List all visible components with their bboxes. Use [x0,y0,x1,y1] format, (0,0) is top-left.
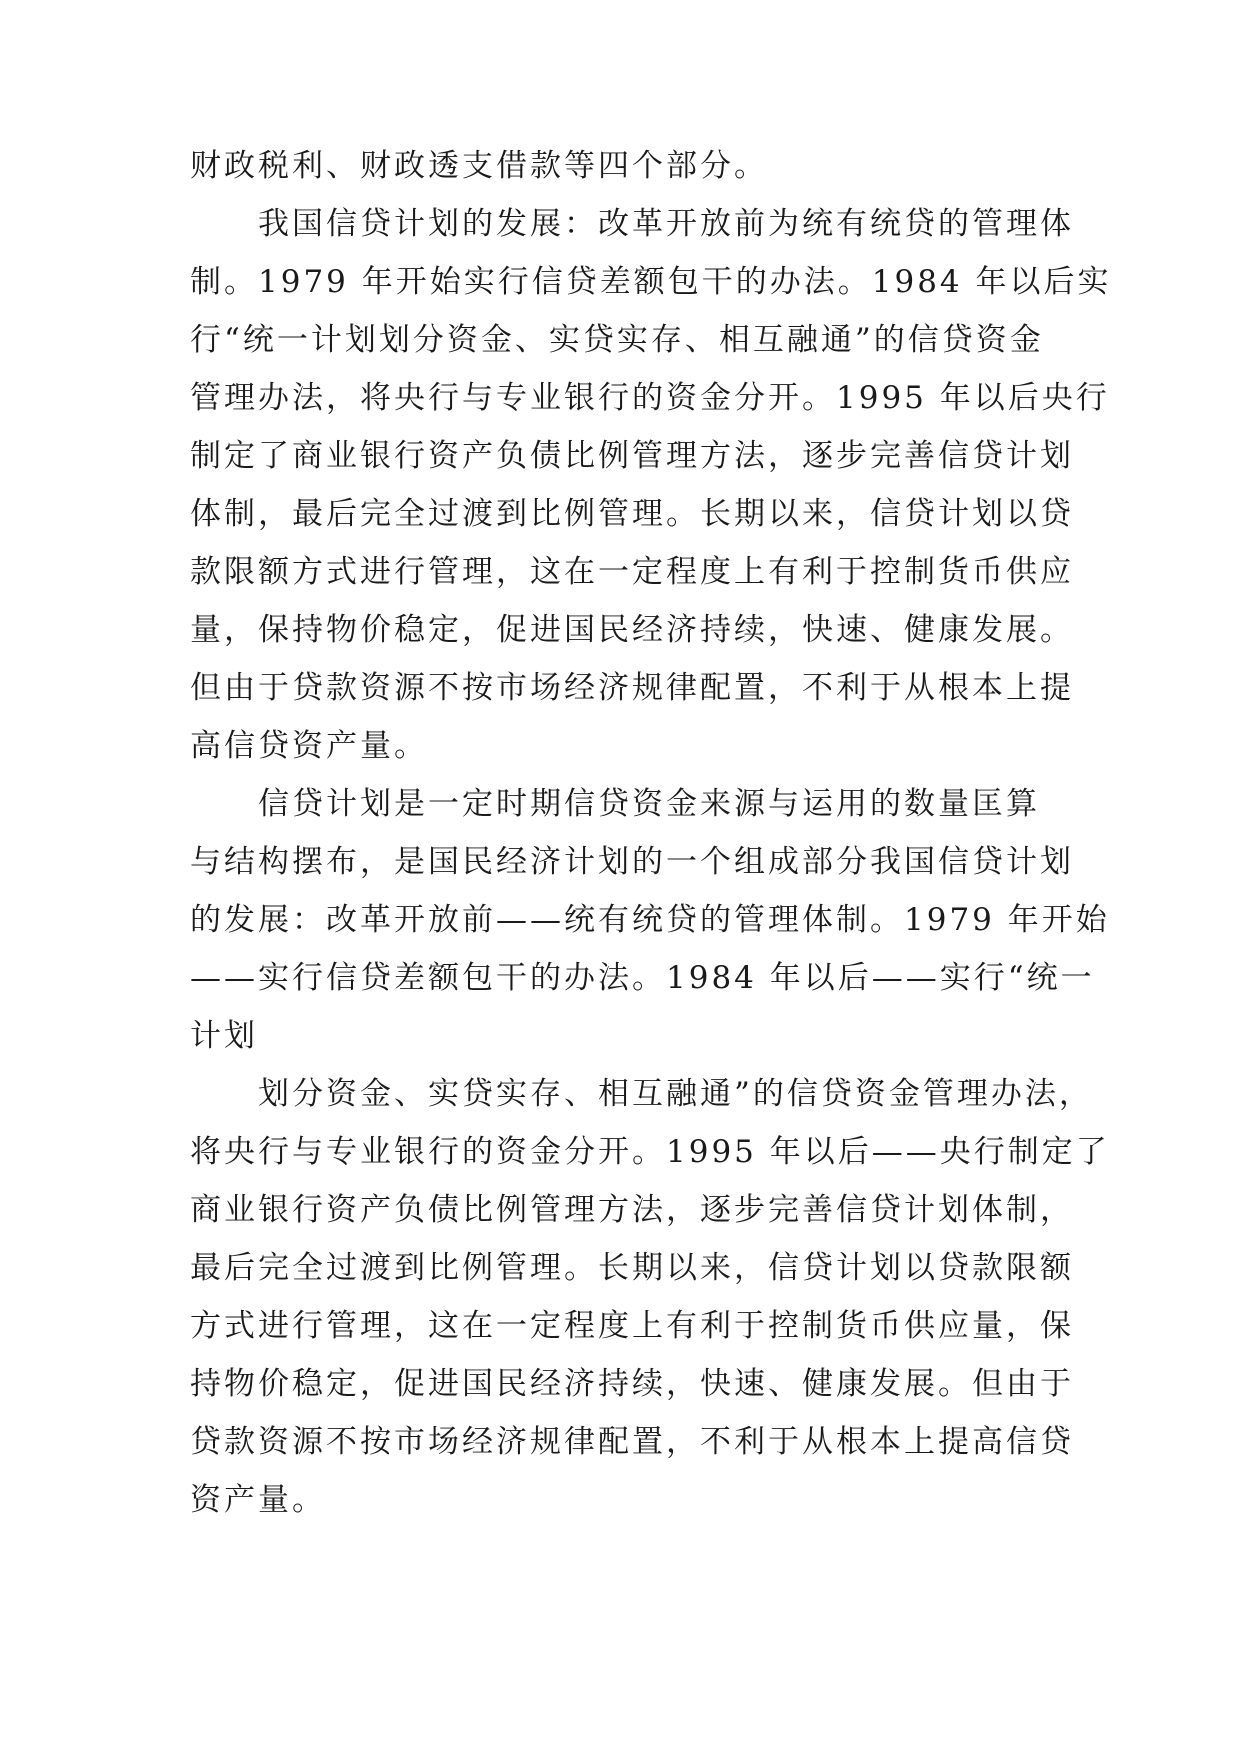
text-line: 方式进行管理，这在一定程度上有利于控制货币供应量，保 [190,1308,1074,1344]
text-line: ——实行信贷差额包干的办法。1984 年以后——实行“统一 [190,960,1095,996]
text-line: 资产量。 [190,1482,326,1518]
text-line: 量，保持物价稳定，促进国民经济持续，快速、健康发展。 [190,612,1074,648]
text-line: 体制，最后完全过渡到比例管理。长期以来，信贷计划以贷 [190,496,1074,532]
text-line: 高信贷资产量。 [190,728,428,764]
text-line: 行“统一计划划分资金、实贷实存、相互融通”的信贷资金 [190,322,1044,358]
text-line: 制定了商业银行资产负债比例管理方法，逐步完善信贷计划 [190,438,1074,474]
paragraph-first-line: 信贷计划是一定时期信贷资金来源与运用的数量匡算 [258,786,1040,822]
text-line: 将央行与专业银行的资金分开。1995 年以后——央行制定了 [190,1134,1110,1170]
text-line: 的发展：改革开放前——统有统贷的管理体制。1979 年开始 [190,902,1110,938]
text-line: 管理办法，将央行与专业银行的资金分开。1995 年以后央行 [190,380,1110,416]
text-line: 财政税利、财政透支借款等四个部分。 [190,148,768,184]
text-line: 贷款资源不按市场经济规律配置，不利于从根本上提高信贷 [190,1424,1074,1460]
text-line: 商业银行资产负债比例管理方法，逐步完善信贷计划体制， [190,1192,1074,1228]
text-line: 款限额方式进行管理，这在一定程度上有利于控制货币供应 [190,554,1074,590]
text-line: 制。1979 年开始实行信贷差额包干的办法。1984 年以后实 [190,264,1112,300]
text-line: 与结构摆布，是国民经济计划的一个组成部分我国信贷计划 [190,844,1074,880]
text-line: 持物价稳定，促进国民经济持续，快速、健康发展。但由于 [190,1366,1074,1402]
paragraph-first-line: 我国信贷计划的发展：改革开放前为统有统贷的管理体 [258,206,1074,242]
text-line: 最后完全过渡到比例管理。长期以来，信贷计划以贷款限额 [190,1250,1074,1286]
text-line: 但由于贷款资源不按市场经济规律配置，不利于从根本上提 [190,670,1074,706]
paragraph-first-line: 划分资金、实贷实存、相互融通”的信贷资金管理办法， [258,1076,1093,1112]
text-line: 计划 [190,1018,258,1054]
